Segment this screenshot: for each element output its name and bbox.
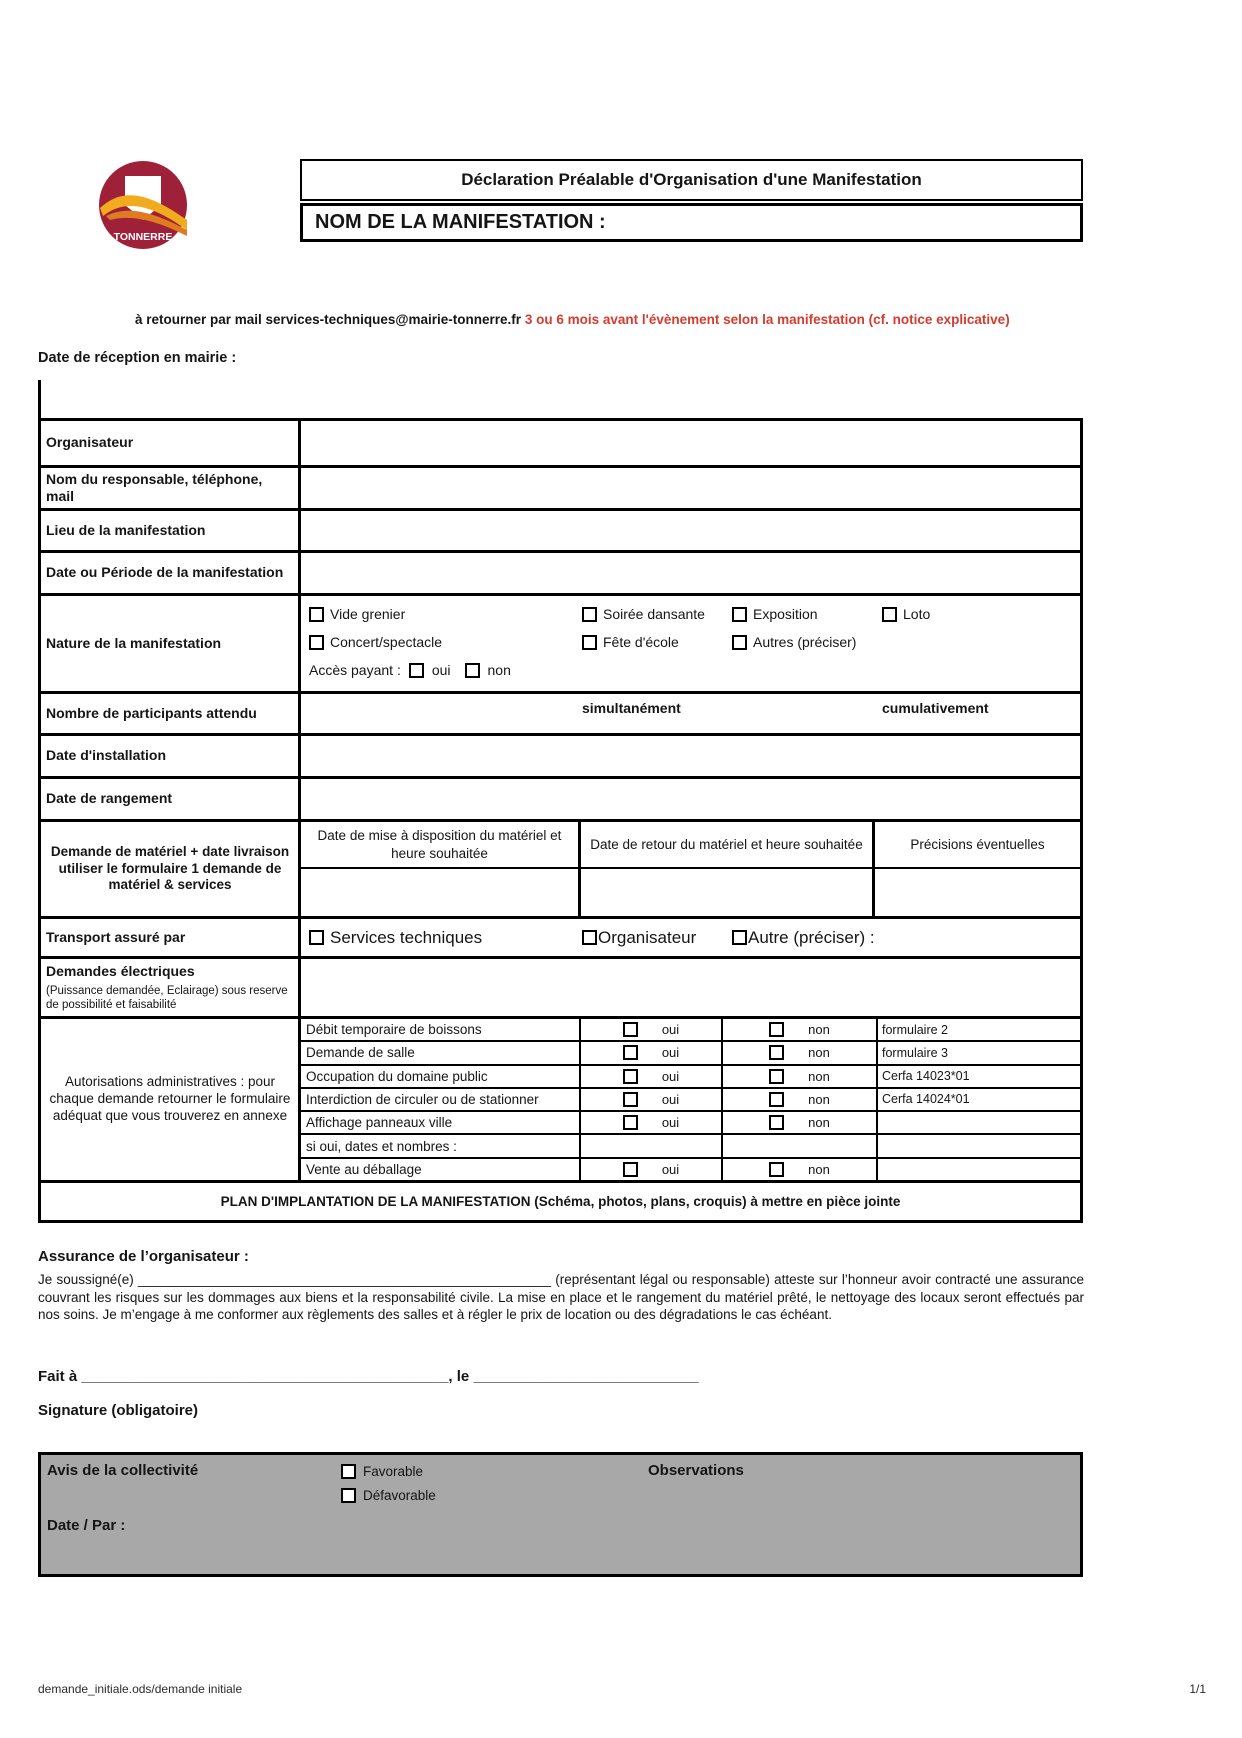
materiel-subtable [301, 822, 1080, 916]
fait-a-label: Fait à [38, 1368, 82, 1385]
auth-oui-cell [581, 1019, 723, 1040]
checkbox-favorable-icon[interactable] [341, 1464, 356, 1479]
assurance-intro: Je soussigné(e) [38, 1272, 139, 1287]
nature-options [301, 596, 1080, 691]
checkbox-concert-spectacle-icon[interactable] [309, 635, 324, 650]
auth-non-cell [723, 1042, 878, 1063]
checkbox-debit-oui-icon[interactable] [623, 1022, 638, 1037]
fait-a-place-blank[interactable]: ____________________________________________ [81, 1368, 449, 1385]
acces-payant-group [309, 662, 511, 678]
auth-label: si oui, dates et nombres : [301, 1135, 581, 1156]
reception-cell-edge [38, 380, 41, 418]
auth-oui-cell [581, 1042, 723, 1063]
checkbox-affichage-non-icon[interactable] [769, 1115, 784, 1130]
checkbox-exposition-icon[interactable] [732, 607, 747, 622]
row-autorisations [41, 1016, 1080, 1180]
non-label: non [808, 1068, 830, 1084]
row-responsable [41, 465, 1080, 508]
materiel-col1-input[interactable] [301, 869, 578, 916]
option-label: Autre (préciser) : [748, 927, 875, 947]
checkbox-loto-icon[interactable] [882, 607, 897, 622]
materiel-col3-header: Précisions éventuelles [875, 822, 1080, 869]
input-cell-date-periode[interactable] [301, 553, 1080, 593]
assurance-paragraph [38, 1271, 1084, 1324]
favorable-label: Favorable [363, 1464, 424, 1479]
auth-row-vente-deballage [301, 1157, 1080, 1180]
checkbox-debit-non-icon[interactable] [769, 1022, 784, 1037]
checkbox-circuler-oui-icon[interactable] [623, 1092, 638, 1107]
plan-implantation-note: PLAN D'IMPLANTATION DE LA MANIFESTATION (Schéma, photos, plans, croquis) à mettre en pièce jointe [220, 1194, 901, 1209]
document-title-box [300, 159, 1083, 201]
option-favorable [341, 1464, 423, 1479]
checkbox-autres-icon[interactable] [732, 635, 747, 650]
auth-empty-cell[interactable] [581, 1135, 723, 1156]
option-services-techniques [309, 928, 482, 948]
option-autre-preciser [732, 928, 875, 948]
participants-simultane-header: simultanément [582, 700, 681, 716]
transport-options [301, 919, 1080, 956]
row-transport [41, 916, 1080, 956]
row-nature [41, 593, 1080, 691]
input-cell-responsable[interactable] [301, 468, 1080, 508]
auth-oui-cell [581, 1159, 723, 1180]
fait-date-blank[interactable]: ___________________________ [473, 1368, 699, 1385]
row-label-materiel: Demande de matériel + date livraison utiliser le formulaire 1 demande de matériel & services [41, 822, 301, 916]
auth-oui-cell [581, 1066, 723, 1087]
materiel-col-mise-a-disposition [301, 822, 581, 916]
date-par-label: Date / Par : [47, 1517, 126, 1534]
row-label-rangement: Date de rangement [41, 779, 301, 819]
return-instructions [135, 312, 1010, 327]
checkbox-organisateur-icon[interactable] [582, 930, 597, 945]
checkbox-soiree-dansante-icon[interactable] [582, 607, 597, 622]
checkbox-domaine-oui-icon[interactable] [623, 1069, 638, 1084]
oui-label: oui [661, 1091, 680, 1107]
non-label: non [808, 1045, 830, 1061]
auth-form-ref [878, 1135, 1080, 1156]
assurance-body: (représentant légal ou responsable) atteste sur l’honneur avoir contracté une assurance couvrant les risques sur les dommages aux biens et la responsabilité civile. La mise en place et le rangement du matériel prêté, le nettoyage des locaux seront effectués par nos soins. Je m’engage à me conformer aux règlements des salles et à régler le prix de location ou des dégradations le cas échéant. [38, 1272, 1084, 1322]
auth-row-si-oui-dates [301, 1133, 1080, 1156]
oui-label: oui [661, 1068, 680, 1084]
auth-form-ref: formulaire 2 [882, 1022, 948, 1037]
checkbox-acces-non-icon[interactable] [465, 663, 480, 678]
document-title: Déclaration Préalable d'Organisation d'une Manifestation [461, 170, 922, 189]
row-label-date-periode: Date ou Période de la manifestation [41, 553, 301, 593]
checkbox-autre-transport-icon[interactable] [732, 930, 747, 945]
option-autres [732, 634, 856, 650]
fait-a-line [38, 1368, 699, 1385]
materiel-col2-input[interactable] [581, 869, 872, 916]
participants-cumulatif-header: cumulativement [882, 700, 989, 716]
row-label-lieu: Lieu de la manifestation [41, 511, 301, 550]
option-vide-grenier [309, 606, 405, 622]
acces-oui-label: oui [431, 662, 451, 678]
signature-label: Signature (obligatoire) [38, 1402, 199, 1419]
auth-form-ref: Cerfa 14024*01 [882, 1092, 970, 1107]
auth-label: Interdiction de circuler ou de stationner [301, 1089, 581, 1110]
row-label-responsable: Nom du responsable, téléphone, mail [41, 468, 301, 508]
auth-row-affichage-panneaux [301, 1110, 1080, 1133]
auth-label: Demande de salle [301, 1042, 581, 1063]
checkbox-fete-ecole-icon[interactable] [582, 635, 597, 650]
tonnerre-logo-graphic [98, 160, 188, 250]
option-label: Soirée dansante [603, 606, 705, 622]
assurance-title: Assurance de l’organisateur : [38, 1248, 249, 1265]
row-label-nature: Nature de la manifestation [41, 596, 301, 691]
oui-label: oui [661, 1022, 680, 1038]
acces-payant-label: Accès payant : [309, 662, 401, 678]
materiel-col3-input[interactable] [875, 869, 1080, 916]
auth-row-demande-salle [301, 1040, 1080, 1063]
auth-oui-cell [581, 1089, 723, 1110]
row-label-electrique [41, 959, 301, 1016]
autorisations-subtable [301, 1019, 1080, 1180]
auth-row-domaine-public [301, 1064, 1080, 1087]
option-label: Exposition [753, 606, 818, 622]
avis-label: Avis de la collectivité [47, 1462, 199, 1479]
input-cell-installation[interactable] [301, 736, 1080, 776]
logo-city-name: TONNERRE [113, 231, 173, 243]
auth-oui-cell [581, 1112, 723, 1133]
auth-label: Affichage panneaux ville [301, 1112, 581, 1133]
reception-date-label: Date de réception en mairie : [38, 350, 237, 366]
option-label: Concert/spectacle [330, 634, 443, 650]
auth-non-cell [723, 1019, 878, 1040]
footer-filename: demande_initiale.ods/demande initiale [38, 1682, 243, 1696]
assurance-section [38, 1248, 1084, 1324]
non-label: non [808, 1161, 830, 1177]
auth-non-cell [723, 1159, 878, 1180]
auth-non-cell [723, 1066, 878, 1087]
return-mail-text: à retourner par mail services-techniques@mairie-tonnerre.fr [135, 312, 522, 327]
acces-non-label: non [487, 662, 511, 678]
oui-label: oui [661, 1115, 680, 1131]
option-fete-ecole [582, 634, 679, 650]
non-label: non [808, 1022, 830, 1038]
fait-le-label: , le [448, 1368, 474, 1385]
input-cell-organisateur[interactable] [301, 421, 1080, 465]
row-label-organisateur: Organisateur [41, 421, 301, 465]
checkbox-acces-oui-icon[interactable] [409, 663, 424, 678]
option-label: Organisateur [598, 927, 697, 947]
checkbox-services-techniques-icon[interactable] [309, 930, 324, 945]
materiel-col1-header: Date de mise à disposition du matériel et heure souhaitée [301, 822, 578, 869]
row-label-transport: Transport assuré par [41, 919, 301, 956]
auth-empty-cell[interactable] [723, 1135, 878, 1156]
row-lieu [41, 508, 1080, 550]
auth-label: Occupation du domaine public [301, 1066, 581, 1087]
option-label: Loto [903, 606, 931, 622]
checkbox-vide-grenier-icon[interactable] [309, 607, 324, 622]
checkbox-salle-non-icon[interactable] [769, 1045, 784, 1060]
input-cell-lieu[interactable] [301, 511, 1080, 550]
materiel-col-precisions [875, 822, 1080, 916]
row-electrique [41, 956, 1080, 1016]
auth-form-ref [878, 1159, 1080, 1180]
auth-row-interdiction-circuler [301, 1087, 1080, 1110]
auth-row-debit-boissons [301, 1019, 1080, 1040]
checkbox-circuler-non-icon[interactable] [769, 1092, 784, 1107]
defavorable-label: Défavorable [363, 1488, 436, 1503]
footer-page-number: 1/1 [1189, 1682, 1206, 1696]
materiel-col-retour [581, 822, 875, 916]
electrique-label: Demandes électriques [46, 963, 195, 979]
declaration-table [38, 418, 1083, 1223]
participants-cell[interactable] [301, 694, 1080, 733]
input-cell-electrique[interactable] [301, 959, 1080, 1016]
row-rangement [41, 776, 1080, 819]
row-label-installation: Date d'installation [41, 736, 301, 776]
checkbox-salle-oui-icon[interactable] [623, 1045, 638, 1060]
auth-non-cell [723, 1112, 878, 1133]
row-date-periode [41, 550, 1080, 593]
row-installation [41, 733, 1080, 776]
checkbox-affichage-oui-icon[interactable] [623, 1115, 638, 1130]
observations-label: Observations [648, 1462, 744, 1479]
oui-label: oui [661, 1045, 680, 1061]
option-label: Fête d'école [603, 634, 679, 650]
manifestation-name-label: NOM DE LA MANIFESTATION : [315, 211, 606, 233]
auth-form-ref [878, 1112, 1080, 1133]
option-soiree-dansante [582, 606, 705, 622]
auth-form-ref: formulaire 3 [882, 1045, 948, 1060]
checkbox-defavorable-icon[interactable] [341, 1488, 356, 1503]
non-label: non [808, 1091, 830, 1107]
option-exposition [732, 606, 818, 622]
auth-form-ref: Cerfa 14023*01 [882, 1069, 970, 1084]
option-label: Vide grenier [330, 606, 406, 622]
auth-non-cell [723, 1089, 878, 1110]
oui-label: oui [661, 1161, 680, 1177]
option-concert-spectacle [309, 634, 442, 650]
avis-collectivite-box [38, 1452, 1083, 1577]
row-plan-implantation [41, 1180, 1080, 1220]
tonnerre-logo [98, 160, 188, 250]
materiel-col2-header: Date de retour du matériel et heure souhaitée [581, 822, 872, 869]
manifestation-name-box[interactable] [300, 203, 1083, 242]
row-label-participants: Nombre de participants attendu [41, 694, 301, 733]
row-organisateur [41, 421, 1080, 465]
auth-label: Vente au déballage [301, 1159, 581, 1180]
input-cell-rangement[interactable] [301, 779, 1080, 819]
autorisations-note: Autorisations administratives : pour chaque demande retourner le formulaire adéquat que vous trouverez en annexe [41, 1019, 301, 1180]
checkbox-deballage-non-icon[interactable] [769, 1162, 784, 1177]
option-organisateur [582, 928, 696, 948]
checkbox-domaine-non-icon[interactable] [769, 1069, 784, 1084]
assurance-name-blank[interactable]: _______________________________________________________ [138, 1272, 551, 1287]
option-defavorable [341, 1488, 436, 1503]
checkbox-deballage-oui-icon[interactable] [623, 1162, 638, 1177]
row-participants [41, 691, 1080, 733]
deadline-warning-text: 3 ou 6 mois avant l'évènement selon la manifestation (cf. notice explicative) [524, 312, 1010, 327]
option-label: Autres (préciser) [753, 634, 857, 650]
option-loto [882, 606, 930, 622]
electrique-sublabel: (Puissance demandée, Eclairage) sous reserve de possibilité et faisabilité [46, 985, 288, 1012]
option-label: Services techniques [330, 927, 483, 947]
non-label: non [808, 1115, 830, 1131]
row-materiel [41, 819, 1080, 916]
auth-label: Débit temporaire de boissons [301, 1019, 581, 1040]
